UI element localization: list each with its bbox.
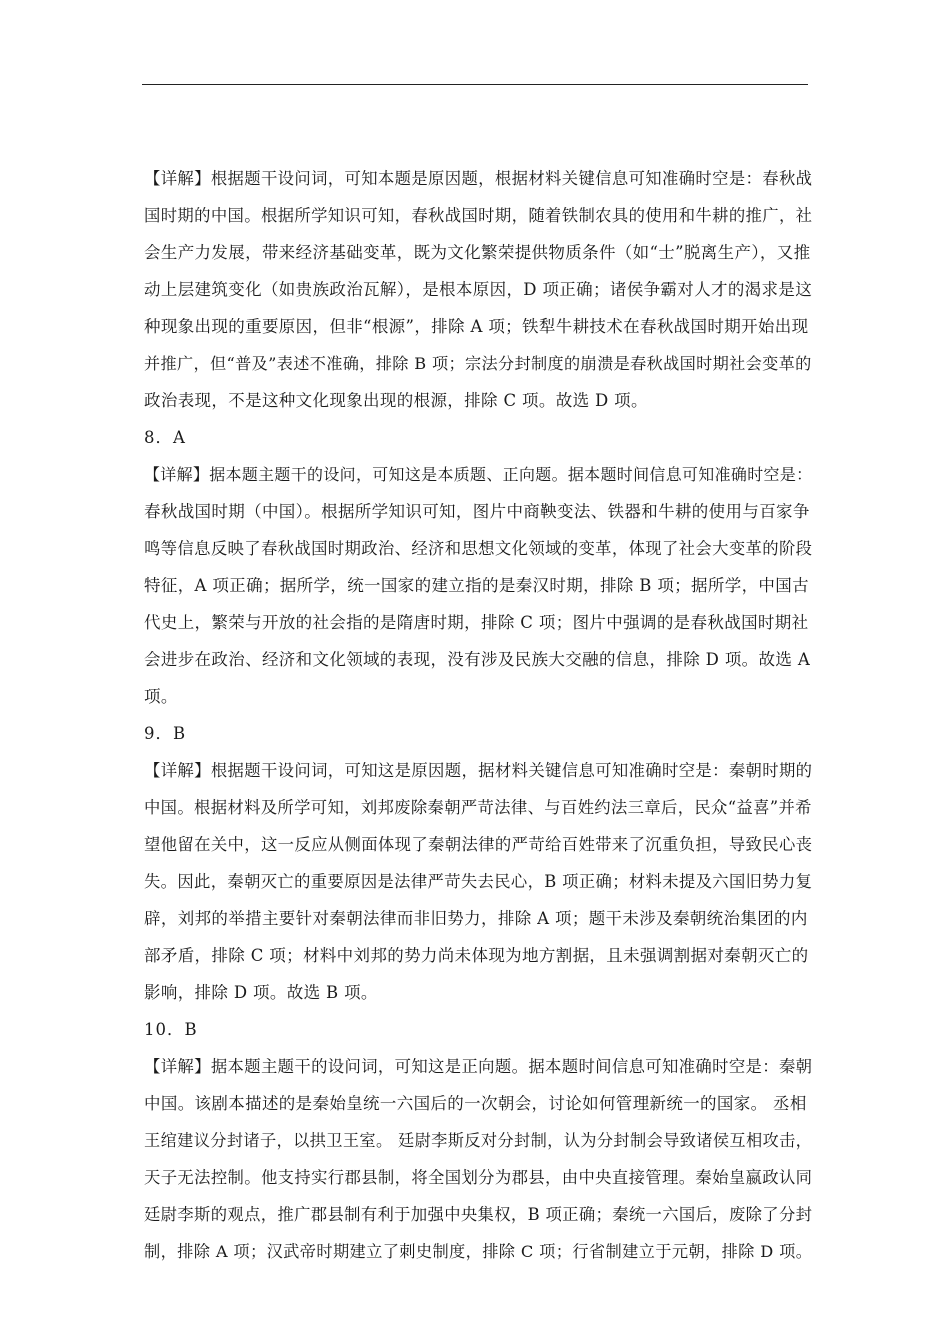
q9-answer: 9．B — [144, 724, 187, 743]
q10-explanation-line-2: 中国。该剧本描述的是秦始皇统一六国后的一次朝会，讨论如何管理新统一的国家。 丞相 — [144, 1094, 807, 1113]
q7-explanation-line-3: 会生产力发展，带来经济基础变革，既为文化繁荣提供物质条件（如“士”脱离生产），又推 — [144, 243, 811, 262]
q9-explanation-line-4: 失。因此，秦朝灭亡的重要原因是法律严苛失去民心，B 项正确；材料未提及六国旧势力复 — [144, 872, 813, 891]
q8-explanation-line-4: 特征，A 项正确；据所学，统一国家的建立指的是秦汉时期，排除 B 项；据所学，中国古 — [144, 576, 809, 595]
q8-explanation-line-2: 春秋战国时期（中国）。根据所学知识可知，图片中商鞅变法、铁器和牛耕的使用与百家争 — [144, 502, 810, 521]
q10-explanation-line-4: 天子无法控制。他支持实行郡县制，将全国划分为郡县，由中央直接管理。秦始皇嬴政认同 — [144, 1168, 813, 1187]
q10-explanation-line-1: 【详解】据本题主题干的设问词，可知这是正向题。据本题时间信息可知准确时空是：秦朝 — [144, 1057, 813, 1076]
q7-explanation-line-6: 并推广，但“普及”表述不准确，排除 B 项；宗法分封制度的崩溃是春秋战国时期社会变革的 — [144, 354, 812, 373]
q10-answer: 10．B — [144, 1020, 198, 1039]
q8-explanation-line-1: 【详解】据本题主题干的设问，可知这是本质题、正向题。据本题时间信息可知准确时空是： — [144, 465, 813, 484]
q7-explanation-line-7: 政治表现，不是这种文化现象出现的根源，排除 C 项。故选 D 项。 — [144, 391, 648, 410]
document-body — [144, 160, 816, 1270]
q10-explanation-line-5: 廷尉李斯的观点，推广郡县制有利于加强中央集权，B 项正确；秦统一六国后，废除了分封 — [144, 1205, 813, 1224]
q10-explanation-line-6: 制，排除 A 项；汉武帝时期建立了刺史制度，排除 C 项；行省制建立于元朝，排除 D 项。 — [144, 1242, 813, 1261]
q9-explanation-line-6: 部矛盾，排除 C 项；材料中刘邦的势力尚未体现为地方割据，且未强调割据对秦朝灭亡的 — [144, 946, 809, 965]
q8-explanation-line-3: 鸣等信息反映了春秋战国时期政治、经济和思想文化领域的变革，体现了社会大变革的阶段 — [144, 539, 813, 558]
q10-explanation-line-3: 王绾建议分封诸子，以拱卫王室。 廷尉李斯反对分封制，认为分封制会导致诸侯互相攻击， — [144, 1131, 813, 1150]
q9-explanation-line-3: 望他留在关中，这一反应从侧面体现了秦朝法律的严苛给百姓带来了沉重负担，导致民心丧 — [144, 835, 813, 854]
header-divider — [142, 84, 808, 85]
q7-explanation-line-5: 种现象出现的重要原因，但非“根源”，排除 A 项；铁犁牛耕技术在春秋战国时期开始出现 — [144, 317, 809, 336]
q7-explanation-line-2: 国时期的中国。根据所学知识可知，春秋战国时期，随着铁制农具的使用和牛耕的推广，社 — [144, 206, 813, 225]
q7-explanation-line-1: 【详解】根据题干设问词，可知本题是原因题，根据材料关键信息可知准确时空是：春秋战 — [144, 169, 813, 188]
q9-explanation-line-5: 辟，刘邦的举措主要针对秦朝法律而非旧势力，排除 A 项；题干未涉及秦朝统治集团的内 — [144, 909, 808, 928]
q8-answer: 8．A — [144, 428, 186, 447]
q8-explanation-line-5: 代史上，繁荣与开放的社会指的是隋唐时期，排除 C 项；图片中强调的是春秋战国时期社 — [144, 613, 809, 632]
q9-explanation-line-1: 【详解】根据题干设问词，可知这是原因题，据材料关键信息可知准确时空是：秦朝时期的 — [144, 761, 813, 780]
q8-explanation-line-6: 会进步在政治、经济和文化领域的表现，没有涉及民族大交融的信息，排除 D 项。故选 A — [144, 650, 811, 669]
q8-explanation-line-7: 项。 — [144, 687, 178, 706]
q7-explanation-line-4: 动上层建筑变化（如贵族政治瓦解），是根本原因，D 项正确；诸侯争霸对人才的渴求是这 — [144, 280, 813, 299]
q9-explanation-line-7: 影响，排除 D 项。故选 B 项。 — [144, 983, 378, 1002]
q9-explanation-line-2: 中国。根据材料及所学可知，刘邦废除秦朝严苛法律、与百姓约法三章后，民众“益喜”并希 — [144, 798, 812, 817]
